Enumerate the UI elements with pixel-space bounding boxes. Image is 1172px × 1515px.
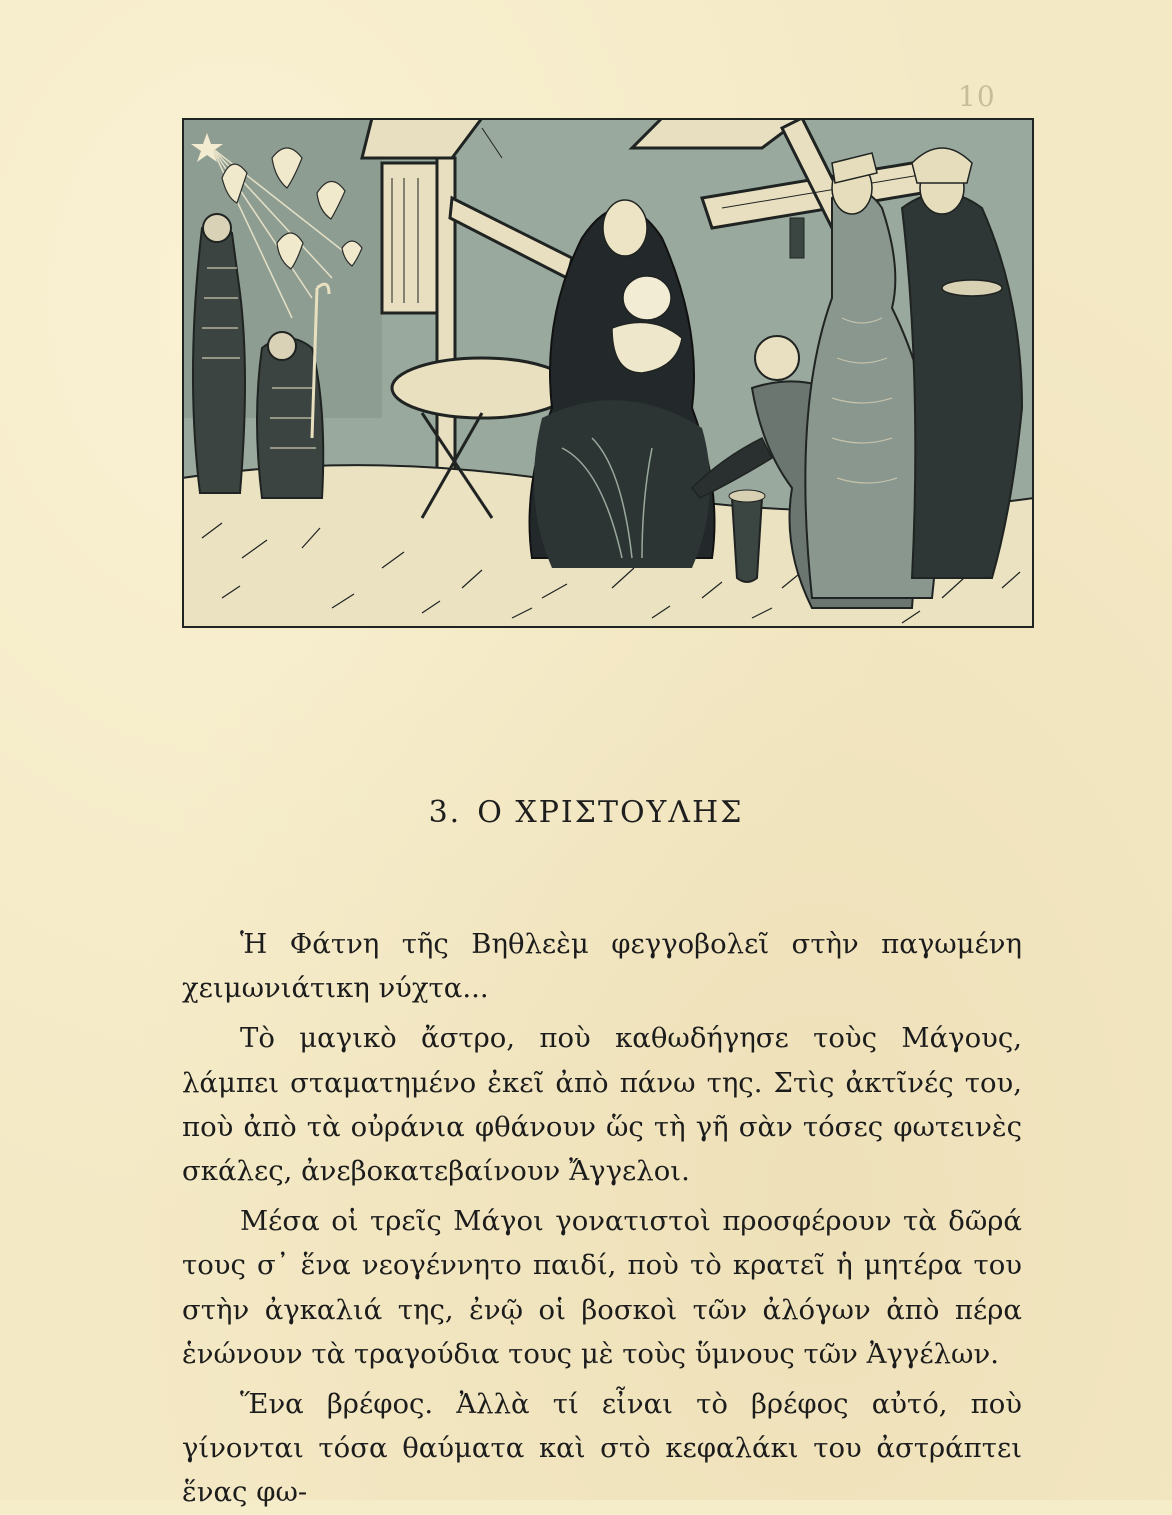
page-number: 10 (958, 80, 996, 113)
paragraph-4: Ἕνα βρέφος. Ἀλλὰ τί εἶναι τὸ βρέφος αὐτό, ποὺ γίνονται τόσα θαύματα καὶ στὸ κεφαλάκι του ἀστράπτει ἕνας φω- (182, 1388, 1022, 1509)
paragraph-2: Τὸ μαγικὸ ἄστρο, ποὺ καθωδήγησε τοὺς Μάγους, λάμπει σταματημένο ἐκεῖ ἀπὸ πάνω της. Στὶς ἀκτῖνές του, ποὺ ἀπὸ τὰ οὐράνια φθάνουν ὥς τὴ γῆ σὰν τόσες φωτεινὲς σκάλες, ἀνεβοκατεβαίνουν Ἄγγελοι. (182, 1022, 1022, 1188)
paragraph-1: Ἡ Φάτνη τῆς Βηθλεὲμ φεγγοβολεῖ στὴν παγωμένη χειμωνιάτικη νύχτα... (182, 928, 1022, 1005)
chapter-title: Ο ΧΡΙΣΤΟΥΛΗΣ (477, 795, 744, 830)
nativity-illustration (182, 118, 1034, 628)
chapter-heading (0, 795, 1172, 830)
paragraph-3: Μέσα οἱ τρεῖς Μάγοι γονατιστοὶ προσφέρουν τὰ δῶρά τους σ᾿ ἕνα νεογέννητο παιδί, ποὺ τὸ κρατεῖ ἡ μητέρα του στὴν ἀγκαλιά της, ἐνῷ οἱ βοσκοὶ τῶν ἀλόγων ἀπὸ πέρα ἑνώνουν τὰ τραγούδια τους μὲ τοὺς ὕμνους τῶν Ἀγγέλων. (182, 1205, 1022, 1370)
chapter-body (182, 922, 1022, 1515)
chapter-number: 3. (428, 795, 462, 830)
